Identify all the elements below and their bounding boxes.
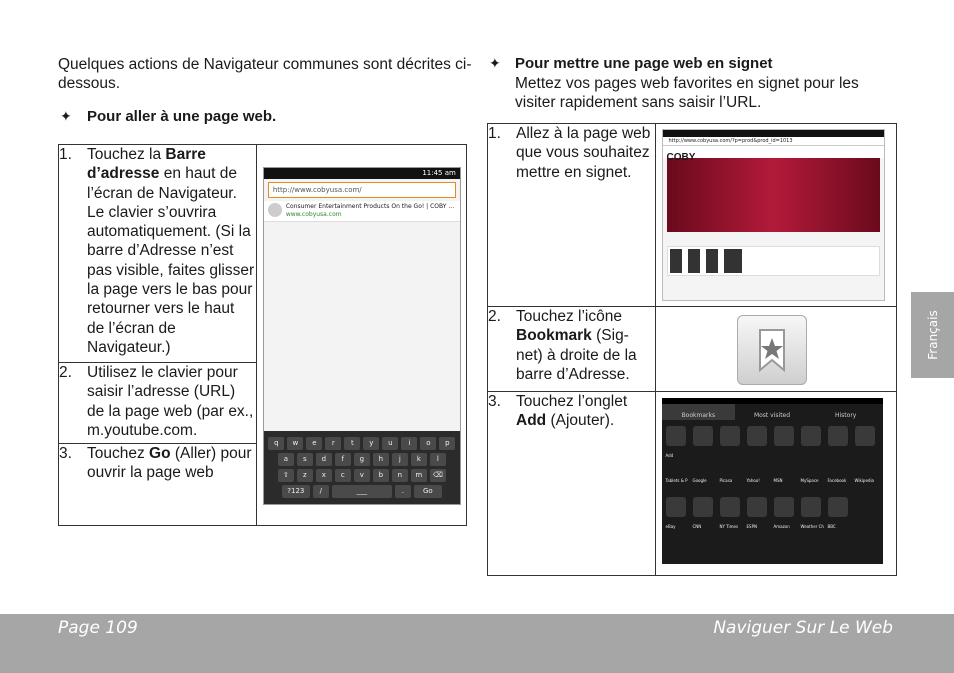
page-number: Page 109	[58, 618, 138, 638]
page-footer	[0, 614, 954, 673]
bullet-icon-2: ✦	[489, 55, 501, 71]
section-heading-bookmark: Pour mettre une page web en signet	[515, 55, 773, 72]
language-side-tab: Français	[911, 292, 954, 378]
coby-site-screenshot: http://www.cobyusa.com/?p=prod&prod_id=1013 COBY	[662, 129, 885, 301]
intro-text: Quelques actions de Navigateur communes sont décrites ci-dessous.	[58, 56, 472, 92]
browser-screenshot-cell	[256, 145, 466, 526]
address-bar: http://www.cobyusa.com/	[268, 182, 456, 198]
bookmark-step-2: 2. Touchez l’icône Bookmark (Sig-net) à droite de la barre d’Adresse.	[488, 308, 637, 383]
step-1: 1. Touchez la Barre d’adresse en haut de l’écran de Navigateur. Le clavier s’ouvrira automatiquement. (Si la barre d’Adresse n’est pas visible, faites glisser la page vers le bas pour retourner vers le haut de l’écran de Navigateur.)	[59, 146, 255, 356]
coby-site-screenshot-cell	[655, 124, 897, 307]
bookmark-intro: Mettez vos pages web favorites en signet pour les visiter rapidement sans saisir l’URL.	[515, 75, 859, 111]
globe-icon	[268, 203, 282, 217]
section-heading-goto: Pour aller à une page web.	[87, 108, 277, 125]
step-2: 2. Utilisez le clavier pour saisir l’adresse (URL) de la page web (par ex., m.youtube.com.	[59, 364, 254, 439]
tab-bookmarks[interactable]: Bookmarks	[662, 404, 736, 420]
bookmarks-screen-screenshot: Bookmarks Most visited History Add Tablets & P Google Picasa Yahoo! MSN MySpace Facebook Wikipedia eBay CNN NY Times ESPN Amazon Weather Ch BBC	[662, 398, 883, 564]
keyboard: q w e r t y u i o p a s d f g h j k l ⇧ z x c v b n m ⌫ ?123 / ___ . Go	[264, 431, 460, 504]
bullet-icon: ✦	[60, 108, 72, 124]
steps-table-bookmark	[487, 123, 897, 576]
bookmark-step-1: 1. Allez à la page web que vous souhaitez mettre en signet.	[488, 125, 651, 181]
browser-screenshot: 11:45 am http://www.cobyusa.com/ Consumer Entertainment Products On the Go! | COBY ... www.cobyusa.com q w e r t y u i o p a s d f g h j k l ⇧ z x c v b n m ⌫ ?123 / ___ . Go	[263, 167, 461, 505]
section-title: Naviguer Sur Le Web	[713, 618, 893, 638]
bookmark-icon	[737, 315, 807, 385]
step-3: 3. Touchez Go (Aller) pour ouvrir la page web	[59, 445, 252, 482]
bookmark-step-3: 3. Touchez l’onglet Add (Ajouter).	[488, 393, 628, 430]
tab-most-visited[interactable]: Most visited	[753, 412, 791, 419]
steps-table-goto	[58, 144, 467, 526]
tab-history[interactable]: History	[835, 412, 857, 419]
